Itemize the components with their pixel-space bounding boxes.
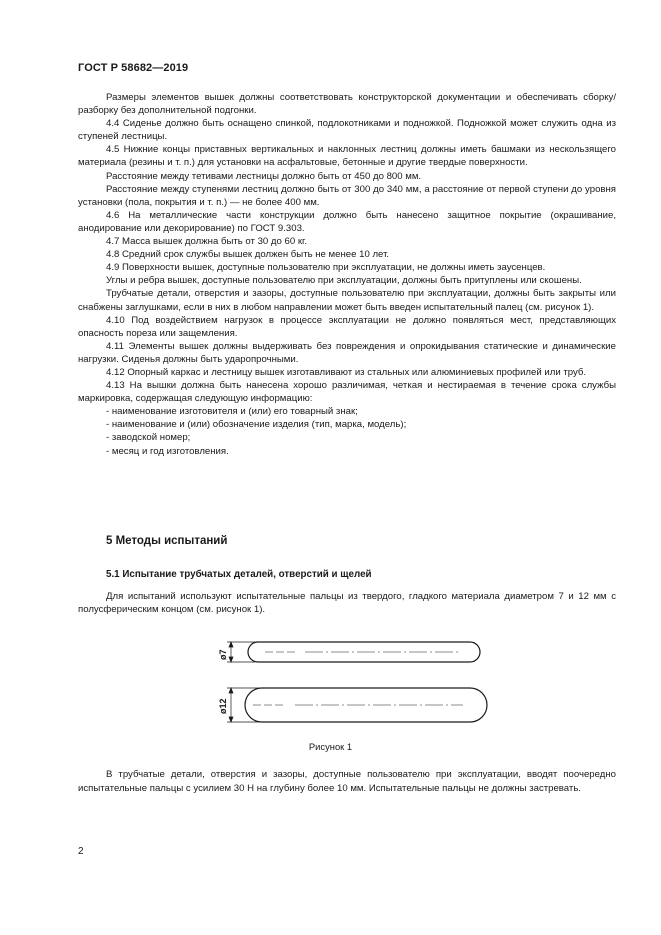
test-fingers-figure xyxy=(205,630,495,730)
paragraph: 4.6 На металлические части конструкции должно быть нанесено защитное покрытие (окрашивание, анодирование или декорирование) по ГОСТ 9.303. xyxy=(78,209,616,234)
paragraph: Углы и ребра вышек, доступные пользователю при эксплуатации, должны быть притуплены или скошены. xyxy=(106,275,582,287)
test-description xyxy=(78,590,616,616)
list-item: - заводской номер; xyxy=(106,432,191,444)
test-finger-7mm xyxy=(248,642,480,662)
dimension-label-12: ø12 xyxy=(218,698,228,714)
paragraph: 4.7 Масса вышек должна быть от 30 до 60 кг. xyxy=(106,236,308,248)
paragraph: Трубчатые детали, отверстия и зазоры, доступные пользователю при эксплуатации, должны быть закрыты или снабжены заглушками, если в них в любом направлении может быть введен испытательный палец (см. рисунок 1). xyxy=(78,288,616,313)
paragraph: В трубчатые детали, отверстия и зазоры, доступные пользователю при эксплуатации, вводят поочередно испытательные пальцы с усилием 30 Н на глубину более 10 мм. Испытательные пальцы не должны застревать. xyxy=(78,769,616,794)
page-number: 2 xyxy=(78,846,84,857)
paragraph: Расстояние между тетивами лестницы должно быть от 450 до 800 мм. xyxy=(106,170,422,182)
paragraph: 4.11 Элементы вышек должны выдерживать без повреждения и опрокидывания статические и динамические нагрузки. Сиденья должны быть ударопрочными. xyxy=(78,340,616,365)
paragraph: 4.5 Нижние концы приставных вертикальных и наклонных лестниц должны иметь башмаки из нескользящего материала (резины и т. п.) для установки на асфальтовые, бетонные и другие твердые поверхности. xyxy=(78,144,616,169)
paragraph: 4.9 Поверхности вышек, доступные пользователю при эксплуатации, не должны иметь заусенцев. xyxy=(106,262,546,274)
standard-header: ГОСТ Р 58682—2019 xyxy=(78,62,189,74)
paragraph: 4.13 На вышки должна быть нанесена хорошо различимая, четкая и нестираемая в течение срока службы маркировка, содержащая следующую информацию: xyxy=(78,380,616,405)
list-item: - месяц и год изготовления. xyxy=(106,445,229,457)
figure-caption: Рисунок 1 xyxy=(308,741,353,752)
subsection-title: 5.1 Испытание трубчатых деталей, отверстий и щелей xyxy=(106,569,372,580)
paragraph: 4.4 Сиденье должно быть оснащено спинкой, подлокотниками и подножкой. Подножкой может служить одна из ступеней лестницы. xyxy=(78,118,616,143)
list-item: - наименование изготовителя и (или) его товарный знак; xyxy=(106,406,358,418)
paragraph: Для испытаний используют испытательные пальцы из твердого, гладкого материала диаметром 7 и 12 мм с полусферическим концом (см. рисунок 1). xyxy=(78,591,616,616)
test-procedure xyxy=(78,768,616,796)
paragraph: Расстояние между ступенями лестниц должно быть от 300 до 340 мм, а расстояние от первой ступени до уровня установки (пола, покрытия и т. п.) — не более 400 мм. xyxy=(78,183,616,208)
requirements-text xyxy=(78,91,616,458)
paragraph: 4.12 Опорный каркас и лестницу вышек изготавливают из стальных или алюминиевых профилей или труб. xyxy=(106,366,587,378)
paragraph: 4.8 Средний срок службы вышек должен быть не менее 10 лет. xyxy=(106,249,390,261)
paragraph: Размеры элементов вышек должны соответствовать конструкторской документации и обеспечивать сборку/разборку без дополнительной подгонки. xyxy=(78,92,616,117)
test-finger-12mm xyxy=(245,688,487,722)
list-item: - наименование и (или) обозначение изделия (тип, марка, модель); xyxy=(106,419,407,431)
section-title: 5 Методы испытаний xyxy=(106,535,228,547)
paragraph: 4.10 Под воздействием нагрузок в процессе эксплуатации не должно появляться мест, представляющих опасность пореза или защемления. xyxy=(78,314,616,339)
dimension-label-7: ø7 xyxy=(218,649,228,660)
